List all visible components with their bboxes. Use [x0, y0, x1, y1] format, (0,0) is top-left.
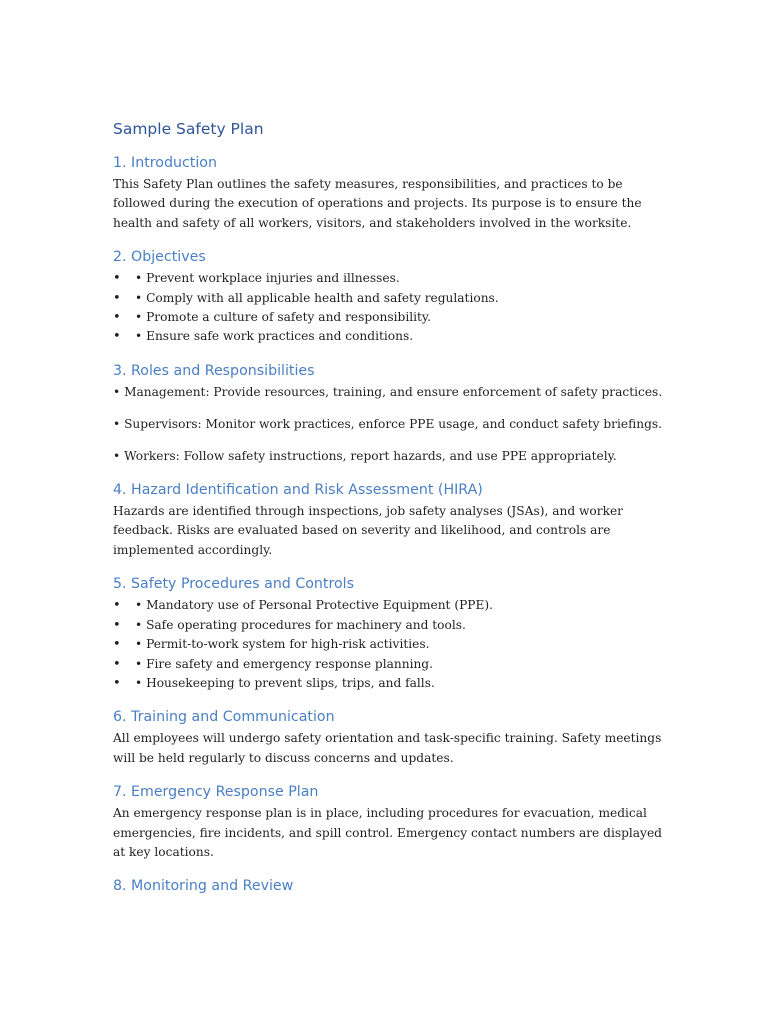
bullet-icon: • [113, 637, 121, 653]
list-item: • • Ensure safe work practices and conditions. [113, 327, 673, 346]
section-heading: 5. Safety Procedures and Controls [113, 576, 354, 593]
bullet-icon: • [113, 290, 121, 306]
section-training [113, 707, 673, 768]
bullet-icon: • [113, 656, 121, 672]
list-item: • • Housekeeping to prevent slips, trips, and falls. [113, 674, 673, 693]
section-heading: 4. Hazard Identification and Risk Assessment (HIRA) [113, 482, 483, 499]
section-paragraph: Hazards are identified through inspections, job safety analyses (JSAs), and worker feedback. Risks are evaluated based on severity and likelihood, and controls are implemented accordingly. [113, 504, 624, 557]
role-item: • Management: Provide resources, training, and ensure enforcement of safety practices. [113, 384, 663, 399]
section-objectives [113, 247, 673, 347]
role-item: • Supervisors: Monitor work practices, enforce PPE usage, and conduct safety briefings. [113, 416, 662, 431]
section-heading: 2. Objectives [113, 249, 206, 266]
section-heading: 3. Roles and Responsibilities [113, 362, 315, 379]
section-monitoring [113, 876, 673, 896]
list-item: • • Permit-to-work system for high-risk activities. [113, 635, 673, 654]
section-emergency [113, 782, 673, 862]
document-page [113, 118, 673, 910]
list-item: • • Safe operating procedures for machinery and tools. [113, 616, 673, 635]
section-heading: 7. Emergency Response Plan [113, 784, 319, 801]
document-title: Sample Safety Plan [113, 120, 264, 138]
section-paragraph: This Safety Plan outlines the safety measures, responsibilities, and practices to be followed during the execution of operations and projects. Its purpose is to ensure the health and safety of all workers, visitors, and stakeholders involved in the worksite. [113, 177, 642, 230]
section-paragraph: An emergency response plan is in place, including procedures for evacuation, medical emergencies, fire incidents, and spill control. Emergency contact numbers are displayed at key locations. [113, 806, 662, 859]
roles-list [113, 383, 673, 466]
list-item: • • Promote a culture of safety and responsibility. [113, 308, 673, 327]
list-item: • • Fire safety and emergency response planning. [113, 655, 673, 674]
bullet-icon: • [113, 598, 121, 614]
procedures-list [113, 596, 673, 693]
role-item: • Workers: Follow safety instructions, report hazards, and use PPE appropriately. [113, 448, 617, 463]
section-heading: 6. Training and Communication [113, 709, 335, 726]
objectives-list [113, 269, 673, 347]
section-hira [113, 480, 673, 560]
section-procedures [113, 574, 673, 693]
section-roles [113, 361, 673, 466]
bullet-icon: • [113, 310, 121, 326]
section-heading: 8. Monitoring and Review [113, 878, 294, 895]
section-introduction [113, 153, 673, 233]
section-paragraph: All employees will undergo safety orientation and task-specific training. Safety meetings will be held regularly to discuss concerns and updates. [113, 731, 662, 765]
list-item: • • Mandatory use of Personal Protective Equipment (PPE). [113, 596, 673, 615]
section-heading: 1. Introduction [113, 155, 217, 171]
list-item: • • Prevent workplace injuries and illnesses. [113, 269, 673, 288]
list-item: • • Comply with all applicable health and safety regulations. [113, 289, 673, 308]
bullet-icon: • [113, 271, 121, 287]
bullet-icon: • [113, 617, 121, 633]
bullet-icon: • [113, 329, 121, 345]
bullet-icon: • [113, 675, 121, 691]
